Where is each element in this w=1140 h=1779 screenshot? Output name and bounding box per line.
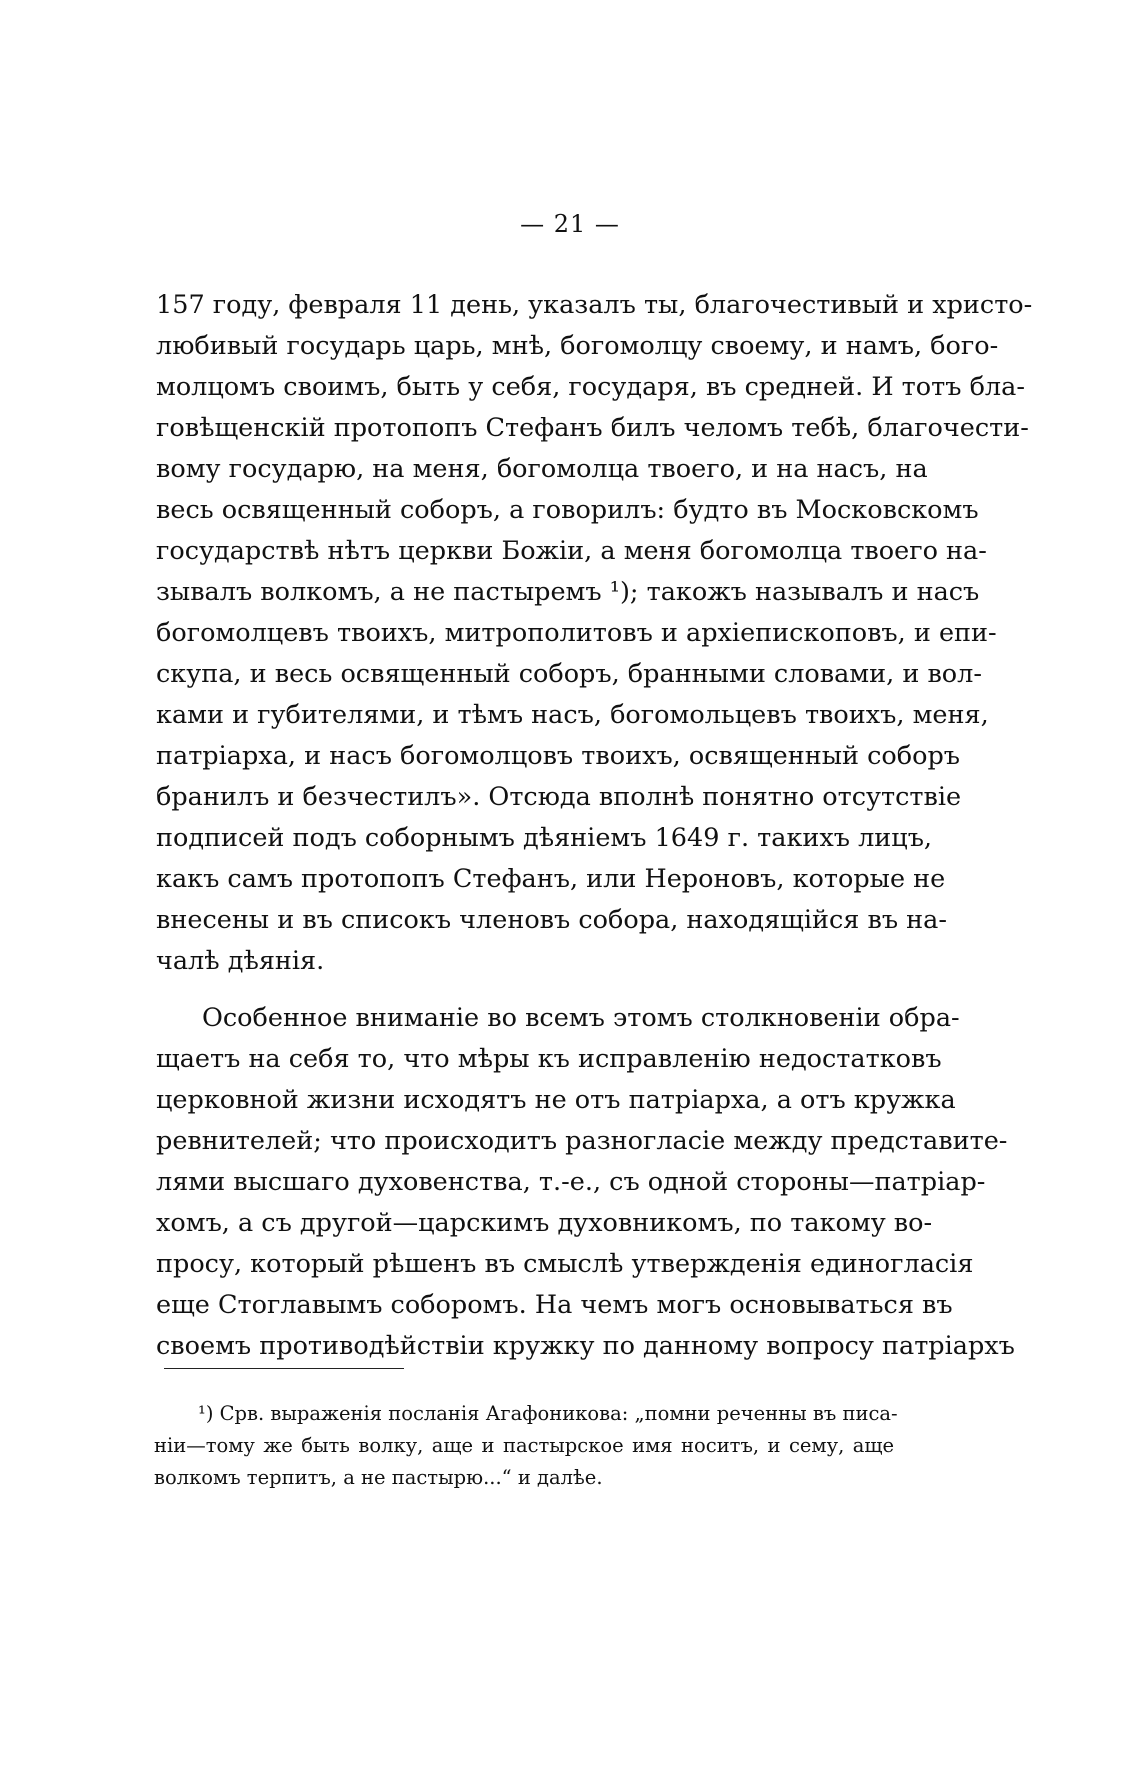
text-line: своемъ противодѣйствіи кружку по данному вопросу патріархъ [156,1331,1015,1361]
text-line: 157 году, февраля 11 день, указалъ ты, благочестивый и христо- [156,290,1033,320]
text-line: церковной жизни исходятъ не отъ патріарха, а отъ кружка [156,1085,956,1115]
footnote-separator [164,1368,404,1369]
text-line: молцомъ своимъ, быть у себя, государя, въ средней. И тотъ бла- [156,372,1025,402]
text-line: хомъ, а съ другой—царскимъ духовникомъ, по такому во- [156,1208,933,1238]
text-line: весь освященный соборъ, а говорилъ: будто въ Московскомъ [156,495,979,525]
footnote-line: ніи—тому же быть волку, аще и пастырское имя носитъ, и сему, аще [154,1434,894,1457]
text-line: скупа, и весь освященный соборъ, бранными словами, и вол- [156,659,982,689]
footnotes [154,1398,898,1494]
footnote-line: ¹) Срв. выраженія посланія Агафоникова: „помни реченны въ писа- [198,1402,898,1425]
body-text [156,285,1033,1367]
text-line: государствѣ нѣтъ церкви Божіи, а меня богомолца твоего на- [156,536,987,566]
text-line: любивый государь царь, мнѣ, богомолцу своему, и намъ, бого- [156,331,999,361]
text-line: ками и губителями, и тѣмъ насъ, богомольцевъ твоихъ, меня, [156,700,989,730]
text-line: еще Стоглавымъ соборомъ. На чемъ могъ основываться въ [156,1290,953,1320]
paragraph-1 [156,285,1033,982]
text-line: какъ самъ протопопъ Стефанъ, или Нероновъ, которые не [156,864,946,894]
text-line: бранилъ и безчестилъ». Отсюда вполнѣ понятно отсутствіе [156,782,962,812]
text-line: вому государю, на меня, богомолца твоего, и на насъ, на [156,454,928,484]
text-line: лями высшаго духовенства, т.-е., съ одной стороны—патріар- [156,1167,986,1197]
text-line: подписей подъ соборнымъ дѣяніемъ 1649 г. такихъ лицъ, [156,823,933,853]
text-line: говѣщенскій протопопъ Стефанъ билъ челомъ тебѣ, благочести- [156,413,1029,443]
text-line: богомолцевъ твоихъ, митрополитовъ и архіепископовъ, и епи- [156,618,997,648]
text-line: патріарха, и насъ богомолцовъ твоихъ, освященный соборъ [156,741,961,771]
text-line: чалѣ дѣянія. [156,946,325,976]
footnote-line: волкомъ терпитъ, а не пастырю...“ и далѣе. [154,1466,603,1489]
text-line: зывалъ волкомъ, а не пастыремъ ¹); такожъ называлъ и насъ [156,577,980,607]
paragraph-2 [156,998,1015,1367]
text-line: просу, который рѣшенъ въ смыслѣ утвержденія единогласія [156,1249,974,1279]
paragraph-gap [156,982,894,998]
text-line: щаетъ на себя то, что мѣры къ исправленію недостатковъ [156,1044,942,1074]
page-number: — 21 — [520,210,620,238]
text-line: ревнителей; что происходитъ разногласіе между представите- [156,1126,1008,1156]
text-line: Особенное вниманіе во всемъ этомъ столкновеніи обра- [202,1003,960,1033]
text-line: внесены и въ списокъ членовъ собора, находящійся въ на- [156,905,947,935]
